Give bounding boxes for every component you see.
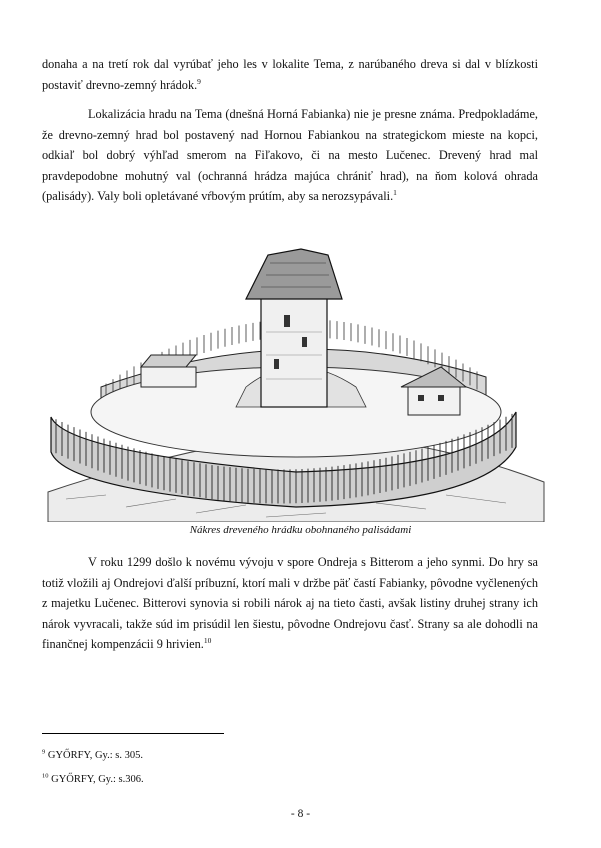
footnote-ref-10: 10	[203, 636, 212, 646]
footnote-9-text: GYŐRFY, Gy.: s. 305.	[45, 750, 143, 761]
paragraph-3-text: V roku 1299 došlo k novému vývoju v spore Ondreja s Bitterom a jeho synmi. Do hry sa totiž vložili aj Ondrejovi ďalší príbuzní, ktorí mali v držbe päť častí Fabianky, pôvodne vyčlenených z majetku Lučenec. Bitterovi synovia si robili nárok aj na tieto časti, avšak listiny druhej strany ich nárok vyvracali, takže súd im prisúdil len šiestu, pôvodne Ondrejovu časť. Strany sa ale dohodli na finančnej kompenzácii 9 hrivien.	[42, 555, 538, 652]
paragraph-3	[42, 552, 538, 655]
footnote-10-text: GYŐRFY, Gy.: s.306.	[48, 774, 144, 785]
footnote-10-number: 10	[42, 772, 49, 780]
castle-sketch-image	[46, 237, 546, 522]
paragraph-2-text: Lokalizácia hradu na Tema (dnešná Horná Fabianka) nie je presne známa. Predpokladáme, že drevno-zemný hrad bol postavený nad Hornou Fabiankou na strategickom mieste na kopci, odkiaľ bol dobrý výhľad smerom na Fiľakovo, či na mesto Lučenec. Drevený hrad mal pravdepodobne mohutný val (ochranná hrádza majúca chrániť hrad), na ňom kolová ohrada (palisády). Valy boli opletávané vŕbovým prútím, aby sa nerozsypávali.	[42, 107, 538, 204]
footnote-ref-1: 1	[393, 188, 397, 198]
footnote-9-number: 9	[42, 748, 46, 756]
footnote-separator	[42, 733, 224, 734]
footnote-9	[42, 749, 143, 763]
paragraph-2	[42, 104, 538, 207]
footnote-10	[42, 773, 144, 787]
paragraph-1-text: donaha a na tretí rok dal vyrúbať jeho les v lokalite Tema, z narúbaného dreva si dal v blízkosti postaviť drevno-zemný hrádok.	[42, 57, 538, 92]
figure-caption: Nákres dreveného hrádku obohnaného palisádami	[189, 524, 412, 536]
footnote-ref-9: 9	[197, 76, 201, 86]
paragraph-1	[42, 54, 538, 95]
castle-sketch-figure	[46, 237, 546, 522]
page-number: - 8 -	[290, 808, 311, 820]
